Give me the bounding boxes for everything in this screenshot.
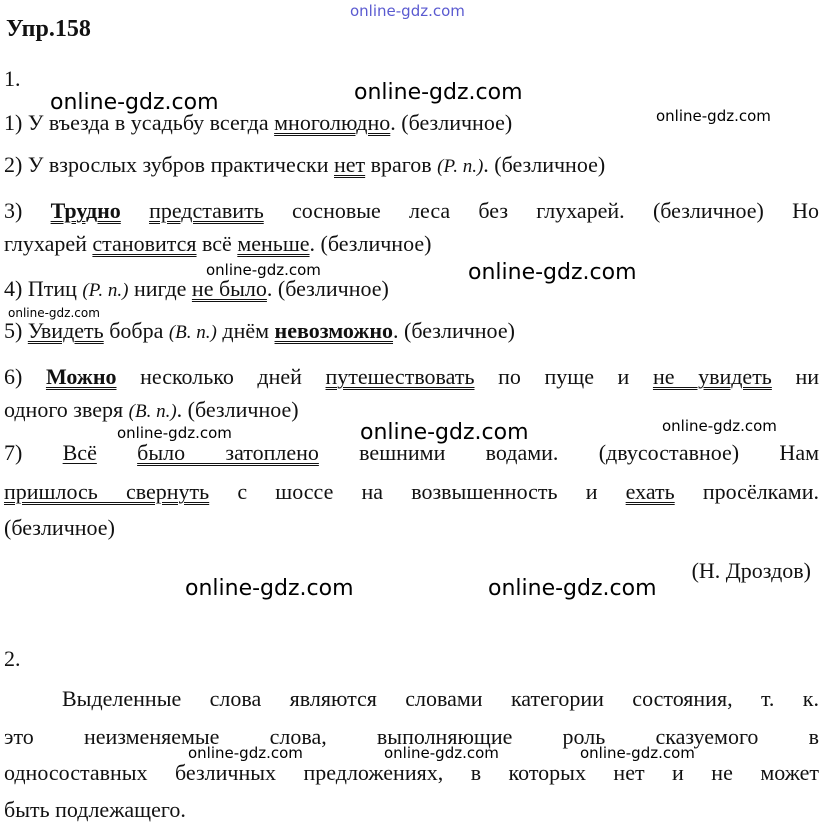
s4-text-2: нигде: [128, 276, 192, 301]
s1-predicate: многолюдно: [274, 110, 391, 135]
s5-text-2: днём: [216, 318, 275, 343]
sentence-7-line-3: [4, 513, 819, 543]
s6-case-note: (В. п.): [128, 401, 177, 422]
sentence-4: [4, 274, 819, 306]
s7-subject: Всё: [62, 440, 97, 465]
explanation-text-4: быть подлежащего.: [4, 797, 186, 822]
watermark: online-gdz.com: [117, 424, 232, 442]
explanation-text-2: это неизменяемые слова, выполняющие роль сказуемого в: [4, 724, 819, 749]
s3-text-2: глухарей: [4, 231, 93, 256]
watermark: online-gdz.com: [8, 306, 100, 320]
s7-space: [97, 440, 137, 465]
explanation-text-1: Выделенные слова являются словами категории состояния, т. к.: [62, 686, 819, 711]
s6-text-2: по пуще и: [474, 364, 653, 389]
s7-predicate: было затоплено: [137, 440, 319, 465]
s3-predicate-3: меньше: [237, 231, 310, 256]
watermark-top: online-gdz.com: [350, 2, 465, 20]
s7-predicate-3: ехать: [625, 479, 675, 504]
s5-state-word: невозможно: [274, 318, 394, 343]
part1-label: 1.: [4, 66, 21, 91]
s6-text-3: ни: [771, 364, 819, 389]
watermark: online-gdz.com: [384, 744, 499, 762]
s6-text-4: одного зверя: [4, 397, 129, 422]
s5-predicate: Увидеть: [27, 318, 104, 343]
watermark: online-gdz.com: [488, 576, 657, 601]
exercise-title: Упр.158: [6, 16, 91, 42]
sentence-3-line-2: [4, 229, 819, 259]
s3-space: [121, 198, 149, 223]
s7-num: 7): [4, 440, 63, 465]
sentence-3-line-1: [4, 196, 819, 226]
part2-label: 2.: [4, 646, 21, 671]
s5-type: . (безличное): [393, 318, 515, 343]
s1-text: 1) У въезда в усадьбу всегда: [4, 110, 275, 135]
watermark: online-gdz.com: [185, 576, 354, 601]
watermark: online-gdz.com: [206, 261, 321, 279]
s5-case-note: (В. п.): [168, 322, 217, 343]
s5-num: 5): [4, 318, 28, 343]
s6-predicate-2: не увидеть: [652, 364, 772, 389]
watermark: online-gdz.com: [50, 90, 219, 115]
s6-state-word: Можно: [45, 364, 117, 389]
s6-type: . (безличное): [176, 397, 299, 422]
watermark: online-gdz.com: [360, 420, 529, 445]
watermark: online-gdz.com: [468, 260, 637, 285]
s3-predicate: представить: [149, 198, 264, 223]
s3-type: . (безличное): [309, 231, 432, 256]
s5-text: бобра: [103, 318, 169, 343]
explanation-line-1: [4, 684, 819, 714]
watermark: online-gdz.com: [354, 80, 523, 105]
s3-state-word: Трудно: [50, 198, 121, 223]
s4-type: . (безличное): [266, 276, 389, 301]
s3-text-3: всё: [196, 231, 238, 256]
s1-type: . (безличное): [390, 110, 513, 135]
s7-text-3: просёлками.: [674, 479, 819, 504]
sentence-7-line-2: [4, 477, 819, 507]
s7-text: вешними водами. (двусоставное) Нам: [318, 440, 819, 465]
watermark: online-gdz.com: [662, 417, 777, 435]
s6-predicate: путешествовать: [325, 364, 475, 389]
sentence-5: [4, 316, 819, 348]
s3-predicate-2: становится: [92, 231, 197, 256]
s7-type: (безличное): [4, 515, 115, 540]
s3-text: сосновые леса без глухарей. (безличное) Но: [263, 198, 820, 223]
watermark: online-gdz.com: [656, 107, 771, 125]
explanation-line-3: [4, 758, 819, 788]
s3-num: 3): [4, 198, 51, 223]
s7-text-2: с шоссе на возвышенность и: [209, 479, 626, 504]
explanation-text-3: односоставных безличных предложениях, в которых нет и не может: [4, 760, 819, 785]
s7-predicate-2: пришлось свернуть: [4, 479, 210, 504]
s2-type: . (безличное): [483, 152, 606, 177]
sentence-2: [4, 150, 819, 182]
author-attribution: (Н. Дроздов): [691, 558, 811, 583]
watermark: online-gdz.com: [188, 744, 303, 762]
s4-text: 4) Птиц: [4, 276, 83, 301]
s2-case-note: (Р. п.): [437, 156, 484, 177]
s2-text: 2) У взрослых зубров практически: [4, 152, 334, 177]
watermark: online-gdz.com: [580, 744, 695, 762]
s2-text-2: врагов: [365, 152, 438, 177]
sentence-6-line-1: [4, 362, 819, 392]
s4-predicate: не было: [191, 276, 267, 301]
explanation-line-4: [4, 795, 819, 825]
s6-text: несколько дней: [116, 364, 326, 389]
s4-case-note: (Р. п.): [82, 280, 129, 301]
s2-predicate: нет: [334, 152, 366, 177]
s6-num: 6): [4, 364, 46, 389]
